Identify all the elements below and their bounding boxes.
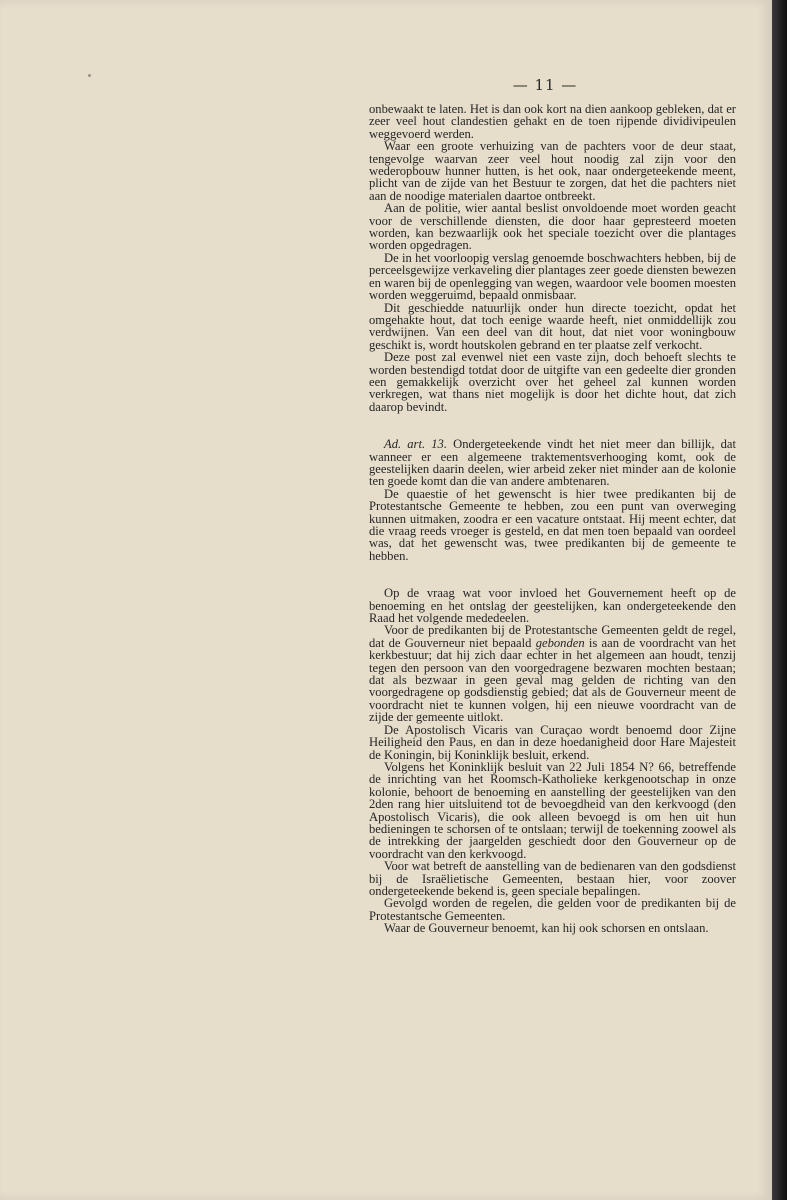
article-reference: Ad. art. 13. [384,437,447,452]
paragraph: De Apostolisch Vicaris van Curaçao wordt benoemd door Zijne Heiligheid den Paus, en dan in deze hoedanigheid door Hare Majesteit de Koningin, bij Koninklijk besluit, erkend. [369,722,736,762]
paragraph: onbewaakt te laten. Het is dan ook kort na dien aankoop gebleken, dat er zeer veel hout clandestien gehakt en de toen rijpende dividivipeulen weggevoerd werden. [369,102,736,141]
italic-word: gebonden [535,635,585,650]
text-column [369,103,736,935]
paragraph-text: is aan de voordracht van het kerkbestuur; dat hij zich daar echter in het algemeen aan houdt, tenzij tegen den persoon van den voorgedragene bezwaren mochten bestaan; dat als bezwaar in geen geval mag gelden de richting van den voorgedragene op godsdienstig gebied; dat als de Gouverneur meent de voordracht niet te kunnen volgen, hij een nieuwe voordracht van de zijde der gemeente uitlokt. [369,635,736,725]
page-number: — 11 — [512,76,578,94]
paragraph: Aan de politie, wier aantal beslist onvoldoende moet worden geacht voor de verschillende diensten, die door haar gepresteerd moeten worden, kan bezwaarlijk ook het speciale toezicht over die plantages worden opgedragen. [369,201,736,253]
paragraph: Deze post zal evenwel niet een vaste zijn, doch behoeft slechts te worden bestendigd totdat door de uitgifte van een gedeelte dier gronden een gemakkelijk overzicht over het geheel zal kunnen worden verkregen, wat thans niet mogelijk is door het dichte hout, dat zich daarop bevindt. [369,350,736,414]
paragraph: Dit geschiedde natuurlijk onder hun directe toezicht, opdat het omgehakte hout, dat toch eenige waarde heeft, niet onmiddellijk zou verdwijnen. Van een deel van dit hout, dat niet voor woningbouw geschikt is, wordt houtskolen gebrand en ter plaatse zelf verkocht. [369,300,736,352]
paragraph: De quaestie of het gewenscht is hier twee predikanten bij de Protestantsche Gemeente te hebben, zou een punt van overweging kunnen uitmaken, zoodra er een vacature ontstaat. Hij meent echter, dat die vraag reeds vroeger is gesteld, en dat men toen bepaald van oordeel was, dat het gewenscht was, twee predikanten bij de gemeente te hebben. [369,486,736,563]
section-art-13 [369,438,736,562]
paragraph: Waar een groote verhuizing van de pachters voor de deur staat, tengevolge waarvan zeer veel hout noodig zal zijn voor den wederopbouw hunner hutten, is het ook, naar ondergeteekende meent, plicht van de zijde van het Bestuur te zorgen, dat het die pachters niet aan de noodige materialen daartoe ontbreekt. [369,139,736,203]
paragraph-text: Voor de predikanten bij de Protestantsche Gemeenten geldt de regel, dat de Gouverneur niet bepaald [369,623,736,650]
paragraph: Waar de Gouverneur benoemt, kan hij ook schorsen en ontslaan. [384,921,709,936]
paragraph-art-13 [369,438,736,488]
paragraph-predikanten [369,624,736,723]
paragraph: De in het voorloopig verslag genoemde boschwachters hebben, bij de perceelsgewijze verkaveling dier plantages zeer goede diensten bewezen en waren bij de openlegging van wegen, waardoor vele boomen moesten worden weggeruimd, bepaald onmisbaar. [369,250,736,303]
section-forestry [369,103,736,413]
paragraph: Voor wat betreft de aanstelling van de bedienaren van den godsdienst bij de Israëlietische Gemeenten, bestaan hier, voor zoover ondergeteekende bekend is, geen speciale bepalingen. [369,859,736,898]
paragraph-text: Ondergeteekende vindt het niet meer dan billijk, dat wanneer er een algemeene traktementsverhooging komt, ook de geestelijken daarin deelen, wier arbeid zeker niet minder aan de kolonie ten goede komt dan die van andere ambtenaren. [369,437,736,489]
section-clergy [369,587,736,934]
page-edge [772,0,787,1200]
paragraph: Op de vraag wat voor invloed het Gouvernement heeft op de benoeming en het ontslag der geestelijken, kan ondergeteekende den Raad het volgende mededeelen. [369,586,736,626]
paragraph: Volgens het Koninklijk besluit van 22 Juli 1854 N? 66, betreffende de inrichting van het Roomsch-Katholieke kerkgenootschap in onze kolonie, behoort de benoeming en aanstelling der geestelijken van den 2den rang hier uitsluitend tot de bevoegdheid van den kerkvoogd (den Apostolisch Vicaris), die ook alleen bevoegd is om hen uit hun bedieningen te schorsen of te ontslaan; terwijl de toekenning zoowel als de intrekking der jaargelden geschiedt door den Gouverneur op de voordracht van den kerkvoogd. [369,759,736,861]
paragraph: Gevolgd worden de regelen, die gelden voor de predikanten bij de Protestantsche Gemeenten. [369,896,736,923]
